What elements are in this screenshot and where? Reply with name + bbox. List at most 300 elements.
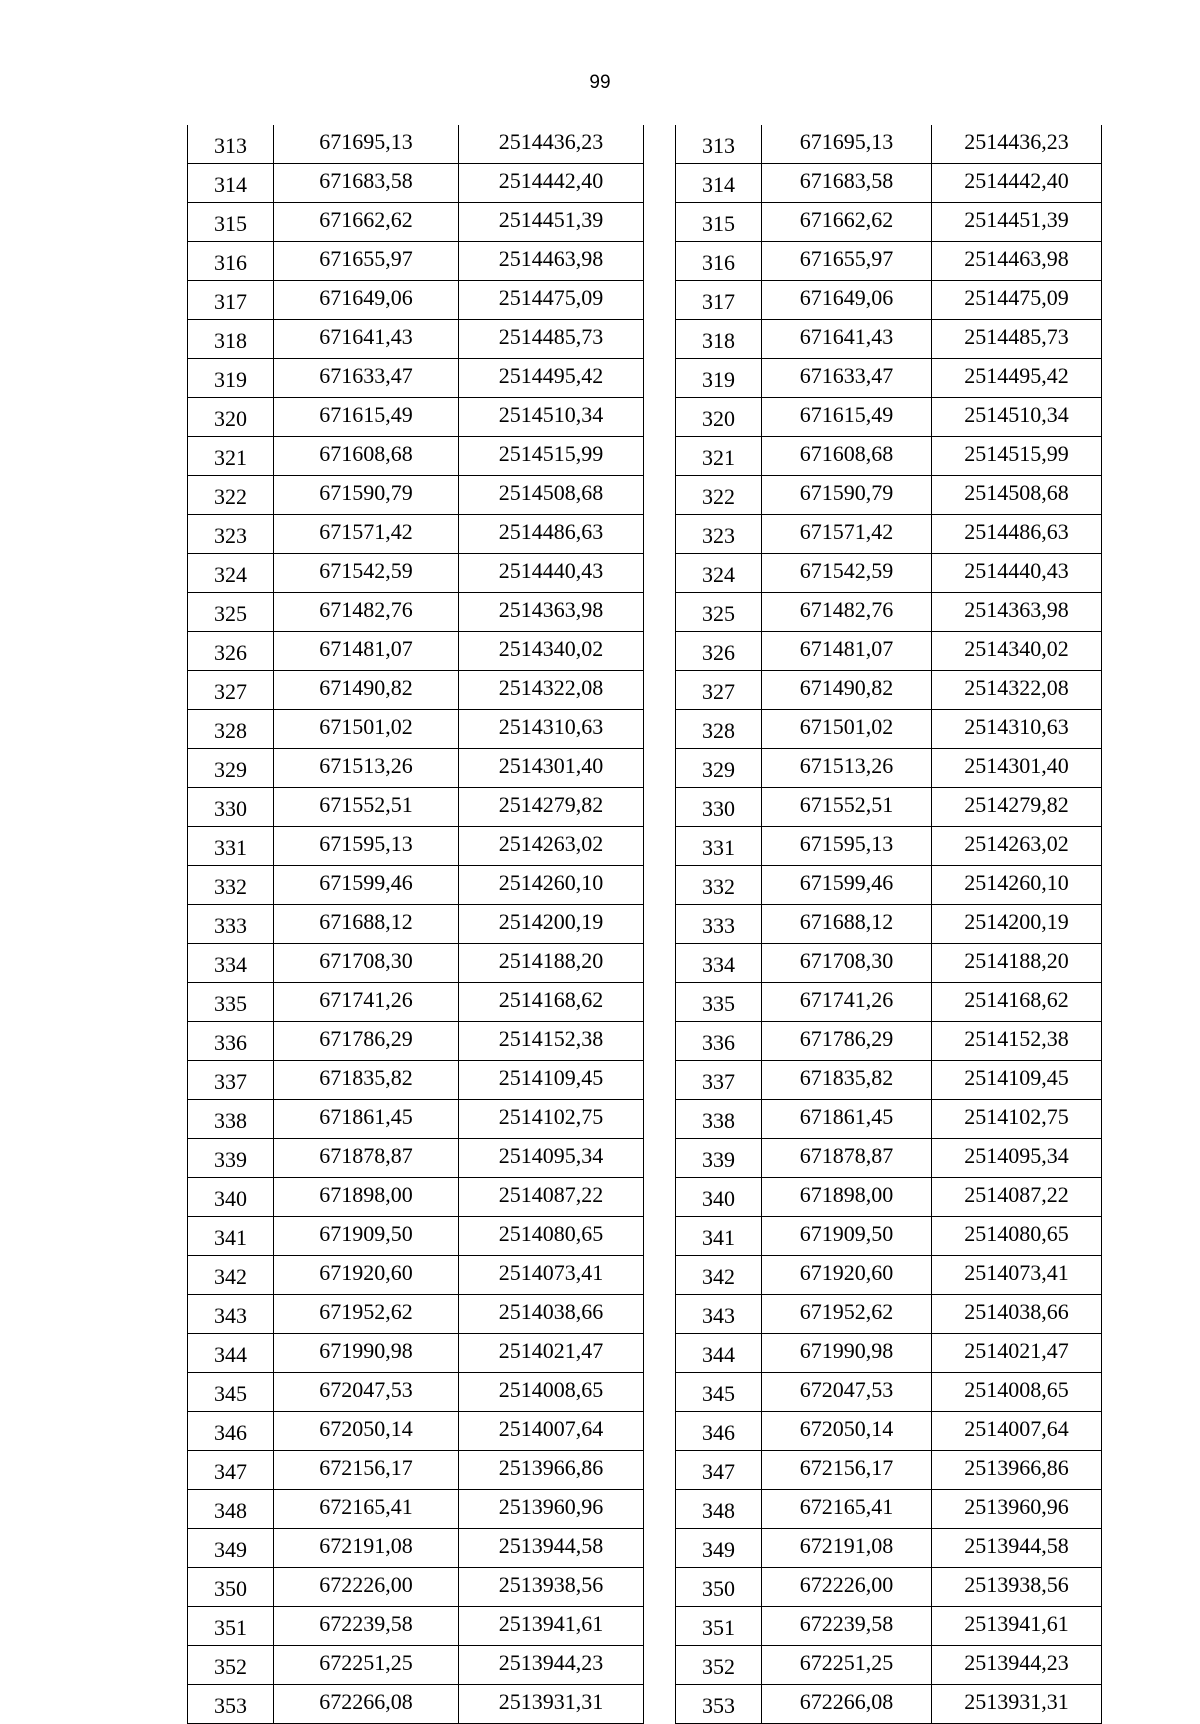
coordinates-table-left-body — [188, 125, 644, 1724]
x-coordinate-cell: 671649,06 — [274, 281, 459, 320]
table-row — [676, 1295, 1102, 1334]
table-row — [676, 281, 1102, 320]
y-coordinate-cell: 2514510,34 — [459, 398, 644, 437]
table-row — [676, 554, 1102, 593]
point-number-cell: 344 — [188, 1334, 274, 1373]
x-coordinate-cell: 671633,47 — [274, 359, 459, 398]
point-number-cell: 341 — [676, 1217, 762, 1256]
point-number-cell: 327 — [188, 671, 274, 710]
x-coordinate-cell: 672239,58 — [762, 1607, 932, 1646]
point-number-cell: 317 — [676, 281, 762, 320]
y-coordinate-cell: 2513931,31 — [932, 1685, 1102, 1724]
point-number-cell: 331 — [188, 827, 274, 866]
point-number-cell: 334 — [188, 944, 274, 983]
point-number-cell: 350 — [676, 1568, 762, 1607]
x-coordinate-cell: 671990,98 — [762, 1334, 932, 1373]
y-coordinate-cell: 2514263,02 — [459, 827, 644, 866]
table-row — [676, 1217, 1102, 1256]
point-number-cell: 342 — [676, 1256, 762, 1295]
table-row — [676, 1685, 1102, 1724]
table-row — [188, 1646, 644, 1685]
point-number-cell: 340 — [676, 1178, 762, 1217]
table-row — [676, 710, 1102, 749]
table-row — [676, 1529, 1102, 1568]
x-coordinate-cell: 671909,50 — [762, 1217, 932, 1256]
y-coordinate-cell: 2514436,23 — [459, 125, 644, 164]
x-coordinate-cell: 671952,62 — [274, 1295, 459, 1334]
y-coordinate-cell: 2513960,96 — [932, 1490, 1102, 1529]
point-number-cell: 313 — [676, 125, 762, 164]
x-coordinate-cell: 671741,26 — [274, 983, 459, 1022]
point-number-cell: 323 — [188, 515, 274, 554]
table-row — [676, 944, 1102, 983]
table-row — [188, 788, 644, 827]
table-row — [676, 320, 1102, 359]
x-coordinate-cell: 671501,02 — [762, 710, 932, 749]
x-coordinate-cell: 671571,42 — [762, 515, 932, 554]
table-row — [188, 1217, 644, 1256]
point-number-cell: 335 — [676, 983, 762, 1022]
y-coordinate-cell: 2514475,09 — [459, 281, 644, 320]
table-row — [188, 398, 644, 437]
table-row — [676, 827, 1102, 866]
y-coordinate-cell: 2514038,66 — [932, 1295, 1102, 1334]
x-coordinate-cell: 671595,13 — [274, 827, 459, 866]
y-coordinate-cell: 2514188,20 — [932, 944, 1102, 983]
table-row — [188, 1529, 644, 1568]
x-coordinate-cell: 671786,29 — [762, 1022, 932, 1061]
x-coordinate-cell: 671920,60 — [762, 1256, 932, 1295]
x-coordinate-cell: 671482,76 — [762, 593, 932, 632]
x-coordinate-cell: 671688,12 — [274, 905, 459, 944]
y-coordinate-cell: 2514188,20 — [459, 944, 644, 983]
y-coordinate-cell: 2514073,41 — [932, 1256, 1102, 1295]
point-number-cell: 337 — [188, 1061, 274, 1100]
y-coordinate-cell: 2514087,22 — [932, 1178, 1102, 1217]
table-row — [188, 1451, 644, 1490]
table-row — [188, 1100, 644, 1139]
table-row — [188, 164, 644, 203]
x-coordinate-cell: 671501,02 — [274, 710, 459, 749]
y-coordinate-cell: 2514495,42 — [459, 359, 644, 398]
point-number-cell: 347 — [188, 1451, 274, 1490]
point-number-cell: 341 — [188, 1217, 274, 1256]
table-row — [188, 1139, 644, 1178]
point-number-cell: 321 — [676, 437, 762, 476]
point-number-cell: 336 — [676, 1022, 762, 1061]
point-number-cell: 339 — [676, 1139, 762, 1178]
table-row — [188, 1178, 644, 1217]
y-coordinate-cell: 2514340,02 — [932, 632, 1102, 671]
x-coordinate-cell: 671481,07 — [762, 632, 932, 671]
point-number-cell: 330 — [676, 788, 762, 827]
y-coordinate-cell: 2514508,68 — [459, 476, 644, 515]
table-row — [188, 1490, 644, 1529]
point-number-cell: 332 — [676, 866, 762, 905]
y-coordinate-cell: 2514109,45 — [459, 1061, 644, 1100]
y-coordinate-cell: 2514279,82 — [459, 788, 644, 827]
table-row — [676, 1139, 1102, 1178]
y-coordinate-cell: 2513944,58 — [459, 1529, 644, 1568]
x-coordinate-cell: 672156,17 — [274, 1451, 459, 1490]
y-coordinate-cell: 2514485,73 — [459, 320, 644, 359]
y-coordinate-cell: 2514200,19 — [932, 905, 1102, 944]
table-row — [188, 1256, 644, 1295]
x-coordinate-cell: 671878,87 — [274, 1139, 459, 1178]
x-coordinate-cell: 671633,47 — [762, 359, 932, 398]
table-row — [676, 1061, 1102, 1100]
x-coordinate-cell: 671552,51 — [274, 788, 459, 827]
x-coordinate-cell: 671641,43 — [274, 320, 459, 359]
y-coordinate-cell: 2514168,62 — [932, 983, 1102, 1022]
x-coordinate-cell: 671688,12 — [762, 905, 932, 944]
point-number-cell: 317 — [188, 281, 274, 320]
x-coordinate-cell: 671655,97 — [762, 242, 932, 281]
point-number-cell: 332 — [188, 866, 274, 905]
point-number-cell: 323 — [676, 515, 762, 554]
x-coordinate-cell: 671571,42 — [274, 515, 459, 554]
table-row — [676, 242, 1102, 281]
point-number-cell: 338 — [676, 1100, 762, 1139]
y-coordinate-cell: 2514515,99 — [459, 437, 644, 476]
point-number-cell: 349 — [676, 1529, 762, 1568]
y-coordinate-cell: 2514080,65 — [459, 1217, 644, 1256]
x-coordinate-cell: 671482,76 — [274, 593, 459, 632]
y-coordinate-cell: 2514152,38 — [459, 1022, 644, 1061]
x-coordinate-cell: 671481,07 — [274, 632, 459, 671]
table-row — [188, 944, 644, 983]
table-row — [188, 1685, 644, 1724]
point-number-cell: 324 — [188, 554, 274, 593]
point-number-cell: 322 — [188, 476, 274, 515]
x-coordinate-cell: 671683,58 — [274, 164, 459, 203]
point-number-cell: 315 — [188, 203, 274, 242]
x-coordinate-cell: 672165,41 — [762, 1490, 932, 1529]
point-number-cell: 352 — [676, 1646, 762, 1685]
y-coordinate-cell: 2513941,61 — [932, 1607, 1102, 1646]
y-coordinate-cell: 2514073,41 — [459, 1256, 644, 1295]
table-row — [188, 281, 644, 320]
table-row — [676, 1490, 1102, 1529]
x-coordinate-cell: 672050,14 — [762, 1412, 932, 1451]
y-coordinate-cell: 2514200,19 — [459, 905, 644, 944]
point-number-cell: 328 — [676, 710, 762, 749]
table-row — [188, 632, 644, 671]
point-number-cell: 338 — [188, 1100, 274, 1139]
y-coordinate-cell: 2514095,34 — [459, 1139, 644, 1178]
y-coordinate-cell: 2514301,40 — [932, 749, 1102, 788]
x-coordinate-cell: 671662,62 — [274, 203, 459, 242]
table-row — [188, 476, 644, 515]
x-coordinate-cell: 672047,53 — [274, 1373, 459, 1412]
table-row — [676, 1568, 1102, 1607]
x-coordinate-cell: 671490,82 — [762, 671, 932, 710]
y-coordinate-cell: 2514463,98 — [459, 242, 644, 281]
table-row — [188, 125, 644, 164]
table-row — [188, 905, 644, 944]
x-coordinate-cell: 671990,98 — [274, 1334, 459, 1373]
point-number-cell: 349 — [188, 1529, 274, 1568]
x-coordinate-cell: 672239,58 — [274, 1607, 459, 1646]
point-number-cell: 319 — [676, 359, 762, 398]
point-number-cell: 348 — [188, 1490, 274, 1529]
y-coordinate-cell: 2513966,86 — [932, 1451, 1102, 1490]
x-coordinate-cell: 672050,14 — [274, 1412, 459, 1451]
point-number-cell: 327 — [676, 671, 762, 710]
x-coordinate-cell: 671615,49 — [274, 398, 459, 437]
table-row — [676, 632, 1102, 671]
point-number-cell: 345 — [188, 1373, 274, 1412]
y-coordinate-cell: 2514442,40 — [932, 164, 1102, 203]
page-number: 99 — [589, 72, 611, 93]
point-number-cell: 329 — [676, 749, 762, 788]
table-row — [188, 359, 644, 398]
x-coordinate-cell: 671590,79 — [274, 476, 459, 515]
point-number-cell: 315 — [676, 203, 762, 242]
table-row — [676, 515, 1102, 554]
y-coordinate-cell: 2514021,47 — [459, 1334, 644, 1373]
point-number-cell: 340 — [188, 1178, 274, 1217]
table-row — [676, 1646, 1102, 1685]
y-coordinate-cell: 2514495,42 — [932, 359, 1102, 398]
point-number-cell: 322 — [676, 476, 762, 515]
point-number-cell: 330 — [188, 788, 274, 827]
point-number-cell: 329 — [188, 749, 274, 788]
y-coordinate-cell: 2514363,98 — [459, 593, 644, 632]
x-coordinate-cell: 671920,60 — [274, 1256, 459, 1295]
table-row — [188, 1061, 644, 1100]
x-coordinate-cell: 671835,82 — [274, 1061, 459, 1100]
point-number-cell: 326 — [188, 632, 274, 671]
table-row — [676, 1451, 1102, 1490]
x-coordinate-cell: 671898,00 — [274, 1178, 459, 1217]
y-coordinate-cell: 2514451,39 — [932, 203, 1102, 242]
y-coordinate-cell: 2514322,08 — [932, 671, 1102, 710]
table-row — [188, 515, 644, 554]
table-row — [188, 1607, 644, 1646]
x-coordinate-cell: 672251,25 — [762, 1646, 932, 1685]
y-coordinate-cell: 2514008,65 — [932, 1373, 1102, 1412]
y-coordinate-cell: 2513938,56 — [459, 1568, 644, 1607]
point-number-cell: 326 — [676, 632, 762, 671]
y-coordinate-cell: 2514260,10 — [932, 866, 1102, 905]
table-row — [676, 593, 1102, 632]
x-coordinate-cell: 671599,46 — [274, 866, 459, 905]
y-coordinate-cell: 2514510,34 — [932, 398, 1102, 437]
y-coordinate-cell: 2514485,73 — [932, 320, 1102, 359]
point-number-cell: 351 — [188, 1607, 274, 1646]
y-coordinate-cell: 2514310,63 — [459, 710, 644, 749]
x-coordinate-cell: 671683,58 — [762, 164, 932, 203]
x-coordinate-cell: 671542,59 — [762, 554, 932, 593]
point-number-cell: 321 — [188, 437, 274, 476]
point-number-cell: 337 — [676, 1061, 762, 1100]
y-coordinate-cell: 2514475,09 — [932, 281, 1102, 320]
point-number-cell: 346 — [188, 1412, 274, 1451]
y-coordinate-cell: 2514340,02 — [459, 632, 644, 671]
table-row — [188, 1412, 644, 1451]
x-coordinate-cell: 671695,13 — [762, 125, 932, 164]
y-coordinate-cell: 2514102,75 — [932, 1100, 1102, 1139]
y-coordinate-cell: 2514007,64 — [459, 1412, 644, 1451]
x-coordinate-cell: 671741,26 — [762, 983, 932, 1022]
table-row — [188, 710, 644, 749]
point-number-cell: 313 — [188, 125, 274, 164]
y-coordinate-cell: 2514440,43 — [459, 554, 644, 593]
y-coordinate-cell: 2514095,34 — [932, 1139, 1102, 1178]
table-row — [676, 1334, 1102, 1373]
y-coordinate-cell: 2514087,22 — [459, 1178, 644, 1217]
table-row — [676, 749, 1102, 788]
table-row — [676, 1412, 1102, 1451]
y-coordinate-cell: 2514486,63 — [459, 515, 644, 554]
point-number-cell: 316 — [676, 242, 762, 281]
point-number-cell: 335 — [188, 983, 274, 1022]
point-number-cell: 316 — [188, 242, 274, 281]
x-coordinate-cell: 672191,08 — [762, 1529, 932, 1568]
coordinates-table-right — [675, 125, 1102, 1724]
table-row — [188, 749, 644, 788]
x-coordinate-cell: 671861,45 — [274, 1100, 459, 1139]
point-number-cell: 318 — [676, 320, 762, 359]
point-number-cell: 339 — [188, 1139, 274, 1178]
table-row — [188, 1334, 644, 1373]
point-number-cell: 333 — [188, 905, 274, 944]
point-number-cell: 320 — [188, 398, 274, 437]
point-number-cell: 353 — [188, 1685, 274, 1724]
point-number-cell: 333 — [676, 905, 762, 944]
table-row — [676, 164, 1102, 203]
x-coordinate-cell: 671786,29 — [274, 1022, 459, 1061]
y-coordinate-cell: 2514168,62 — [459, 983, 644, 1022]
table-row — [676, 359, 1102, 398]
table-row — [676, 1607, 1102, 1646]
y-coordinate-cell: 2514440,43 — [932, 554, 1102, 593]
x-coordinate-cell: 671708,30 — [274, 944, 459, 983]
table-row — [676, 905, 1102, 944]
table-row — [188, 437, 644, 476]
y-coordinate-cell: 2513960,96 — [459, 1490, 644, 1529]
table-row — [676, 983, 1102, 1022]
table-row — [188, 203, 644, 242]
point-number-cell: 325 — [188, 593, 274, 632]
table-row — [188, 671, 644, 710]
table-row — [676, 476, 1102, 515]
y-coordinate-cell: 2514008,65 — [459, 1373, 644, 1412]
y-coordinate-cell: 2514021,47 — [932, 1334, 1102, 1373]
y-coordinate-cell: 2514279,82 — [932, 788, 1102, 827]
x-coordinate-cell: 671861,45 — [762, 1100, 932, 1139]
y-coordinate-cell: 2514322,08 — [459, 671, 644, 710]
point-number-cell: 336 — [188, 1022, 274, 1061]
x-coordinate-cell: 671608,68 — [762, 437, 932, 476]
table-row — [188, 1295, 644, 1334]
point-number-cell: 343 — [676, 1295, 762, 1334]
table-row — [188, 1022, 644, 1061]
table-row — [676, 203, 1102, 242]
x-coordinate-cell: 672226,00 — [274, 1568, 459, 1607]
point-number-cell: 344 — [676, 1334, 762, 1373]
y-coordinate-cell: 2514038,66 — [459, 1295, 644, 1334]
y-coordinate-cell: 2514152,38 — [932, 1022, 1102, 1061]
y-coordinate-cell: 2514102,75 — [459, 1100, 644, 1139]
y-coordinate-cell: 2514007,64 — [932, 1412, 1102, 1451]
x-coordinate-cell: 671878,87 — [762, 1139, 932, 1178]
table-row — [188, 827, 644, 866]
y-coordinate-cell: 2513941,61 — [459, 1607, 644, 1646]
table-row — [188, 983, 644, 1022]
table-row — [676, 1373, 1102, 1412]
table-row — [676, 125, 1102, 164]
table-row — [676, 788, 1102, 827]
x-coordinate-cell: 671898,00 — [762, 1178, 932, 1217]
y-coordinate-cell: 2513944,23 — [459, 1646, 644, 1685]
x-coordinate-cell: 671552,51 — [762, 788, 932, 827]
x-coordinate-cell: 672165,41 — [274, 1490, 459, 1529]
point-number-cell: 331 — [676, 827, 762, 866]
point-number-cell: 318 — [188, 320, 274, 359]
x-coordinate-cell: 671641,43 — [762, 320, 932, 359]
x-coordinate-cell: 671542,59 — [274, 554, 459, 593]
x-coordinate-cell: 672251,25 — [274, 1646, 459, 1685]
x-coordinate-cell: 671599,46 — [762, 866, 932, 905]
table-row — [188, 866, 644, 905]
y-coordinate-cell: 2514301,40 — [459, 749, 644, 788]
y-coordinate-cell: 2514508,68 — [932, 476, 1102, 515]
x-coordinate-cell: 672047,53 — [762, 1373, 932, 1412]
y-coordinate-cell: 2514515,99 — [932, 437, 1102, 476]
y-coordinate-cell: 2514109,45 — [932, 1061, 1102, 1100]
y-coordinate-cell: 2513931,31 — [459, 1685, 644, 1724]
table-row — [676, 1256, 1102, 1295]
x-coordinate-cell: 671835,82 — [762, 1061, 932, 1100]
x-coordinate-cell: 671513,26 — [762, 749, 932, 788]
x-coordinate-cell: 671615,49 — [762, 398, 932, 437]
x-coordinate-cell: 671513,26 — [274, 749, 459, 788]
y-coordinate-cell: 2514436,23 — [932, 125, 1102, 164]
y-coordinate-cell: 2514442,40 — [459, 164, 644, 203]
table-row — [188, 554, 644, 593]
y-coordinate-cell: 2514310,63 — [932, 710, 1102, 749]
x-coordinate-cell: 671608,68 — [274, 437, 459, 476]
y-coordinate-cell: 2514451,39 — [459, 203, 644, 242]
x-coordinate-cell: 671662,62 — [762, 203, 932, 242]
y-coordinate-cell: 2513966,86 — [459, 1451, 644, 1490]
x-coordinate-cell: 671595,13 — [762, 827, 932, 866]
y-coordinate-cell: 2513944,58 — [932, 1529, 1102, 1568]
table-row — [676, 866, 1102, 905]
x-coordinate-cell: 672191,08 — [274, 1529, 459, 1568]
x-coordinate-cell: 671708,30 — [762, 944, 932, 983]
point-number-cell: 343 — [188, 1295, 274, 1334]
x-coordinate-cell: 671490,82 — [274, 671, 459, 710]
y-coordinate-cell: 2514260,10 — [459, 866, 644, 905]
table-row — [676, 398, 1102, 437]
point-number-cell: 319 — [188, 359, 274, 398]
point-number-cell: 324 — [676, 554, 762, 593]
x-coordinate-cell: 672266,08 — [762, 1685, 932, 1724]
table-row — [188, 593, 644, 632]
y-coordinate-cell: 2514080,65 — [932, 1217, 1102, 1256]
table-row — [188, 242, 644, 281]
point-number-cell: 350 — [188, 1568, 274, 1607]
table-row — [676, 1178, 1102, 1217]
point-number-cell: 348 — [676, 1490, 762, 1529]
table-row — [676, 1022, 1102, 1061]
point-number-cell: 346 — [676, 1412, 762, 1451]
point-number-cell: 347 — [676, 1451, 762, 1490]
table-row — [676, 437, 1102, 476]
